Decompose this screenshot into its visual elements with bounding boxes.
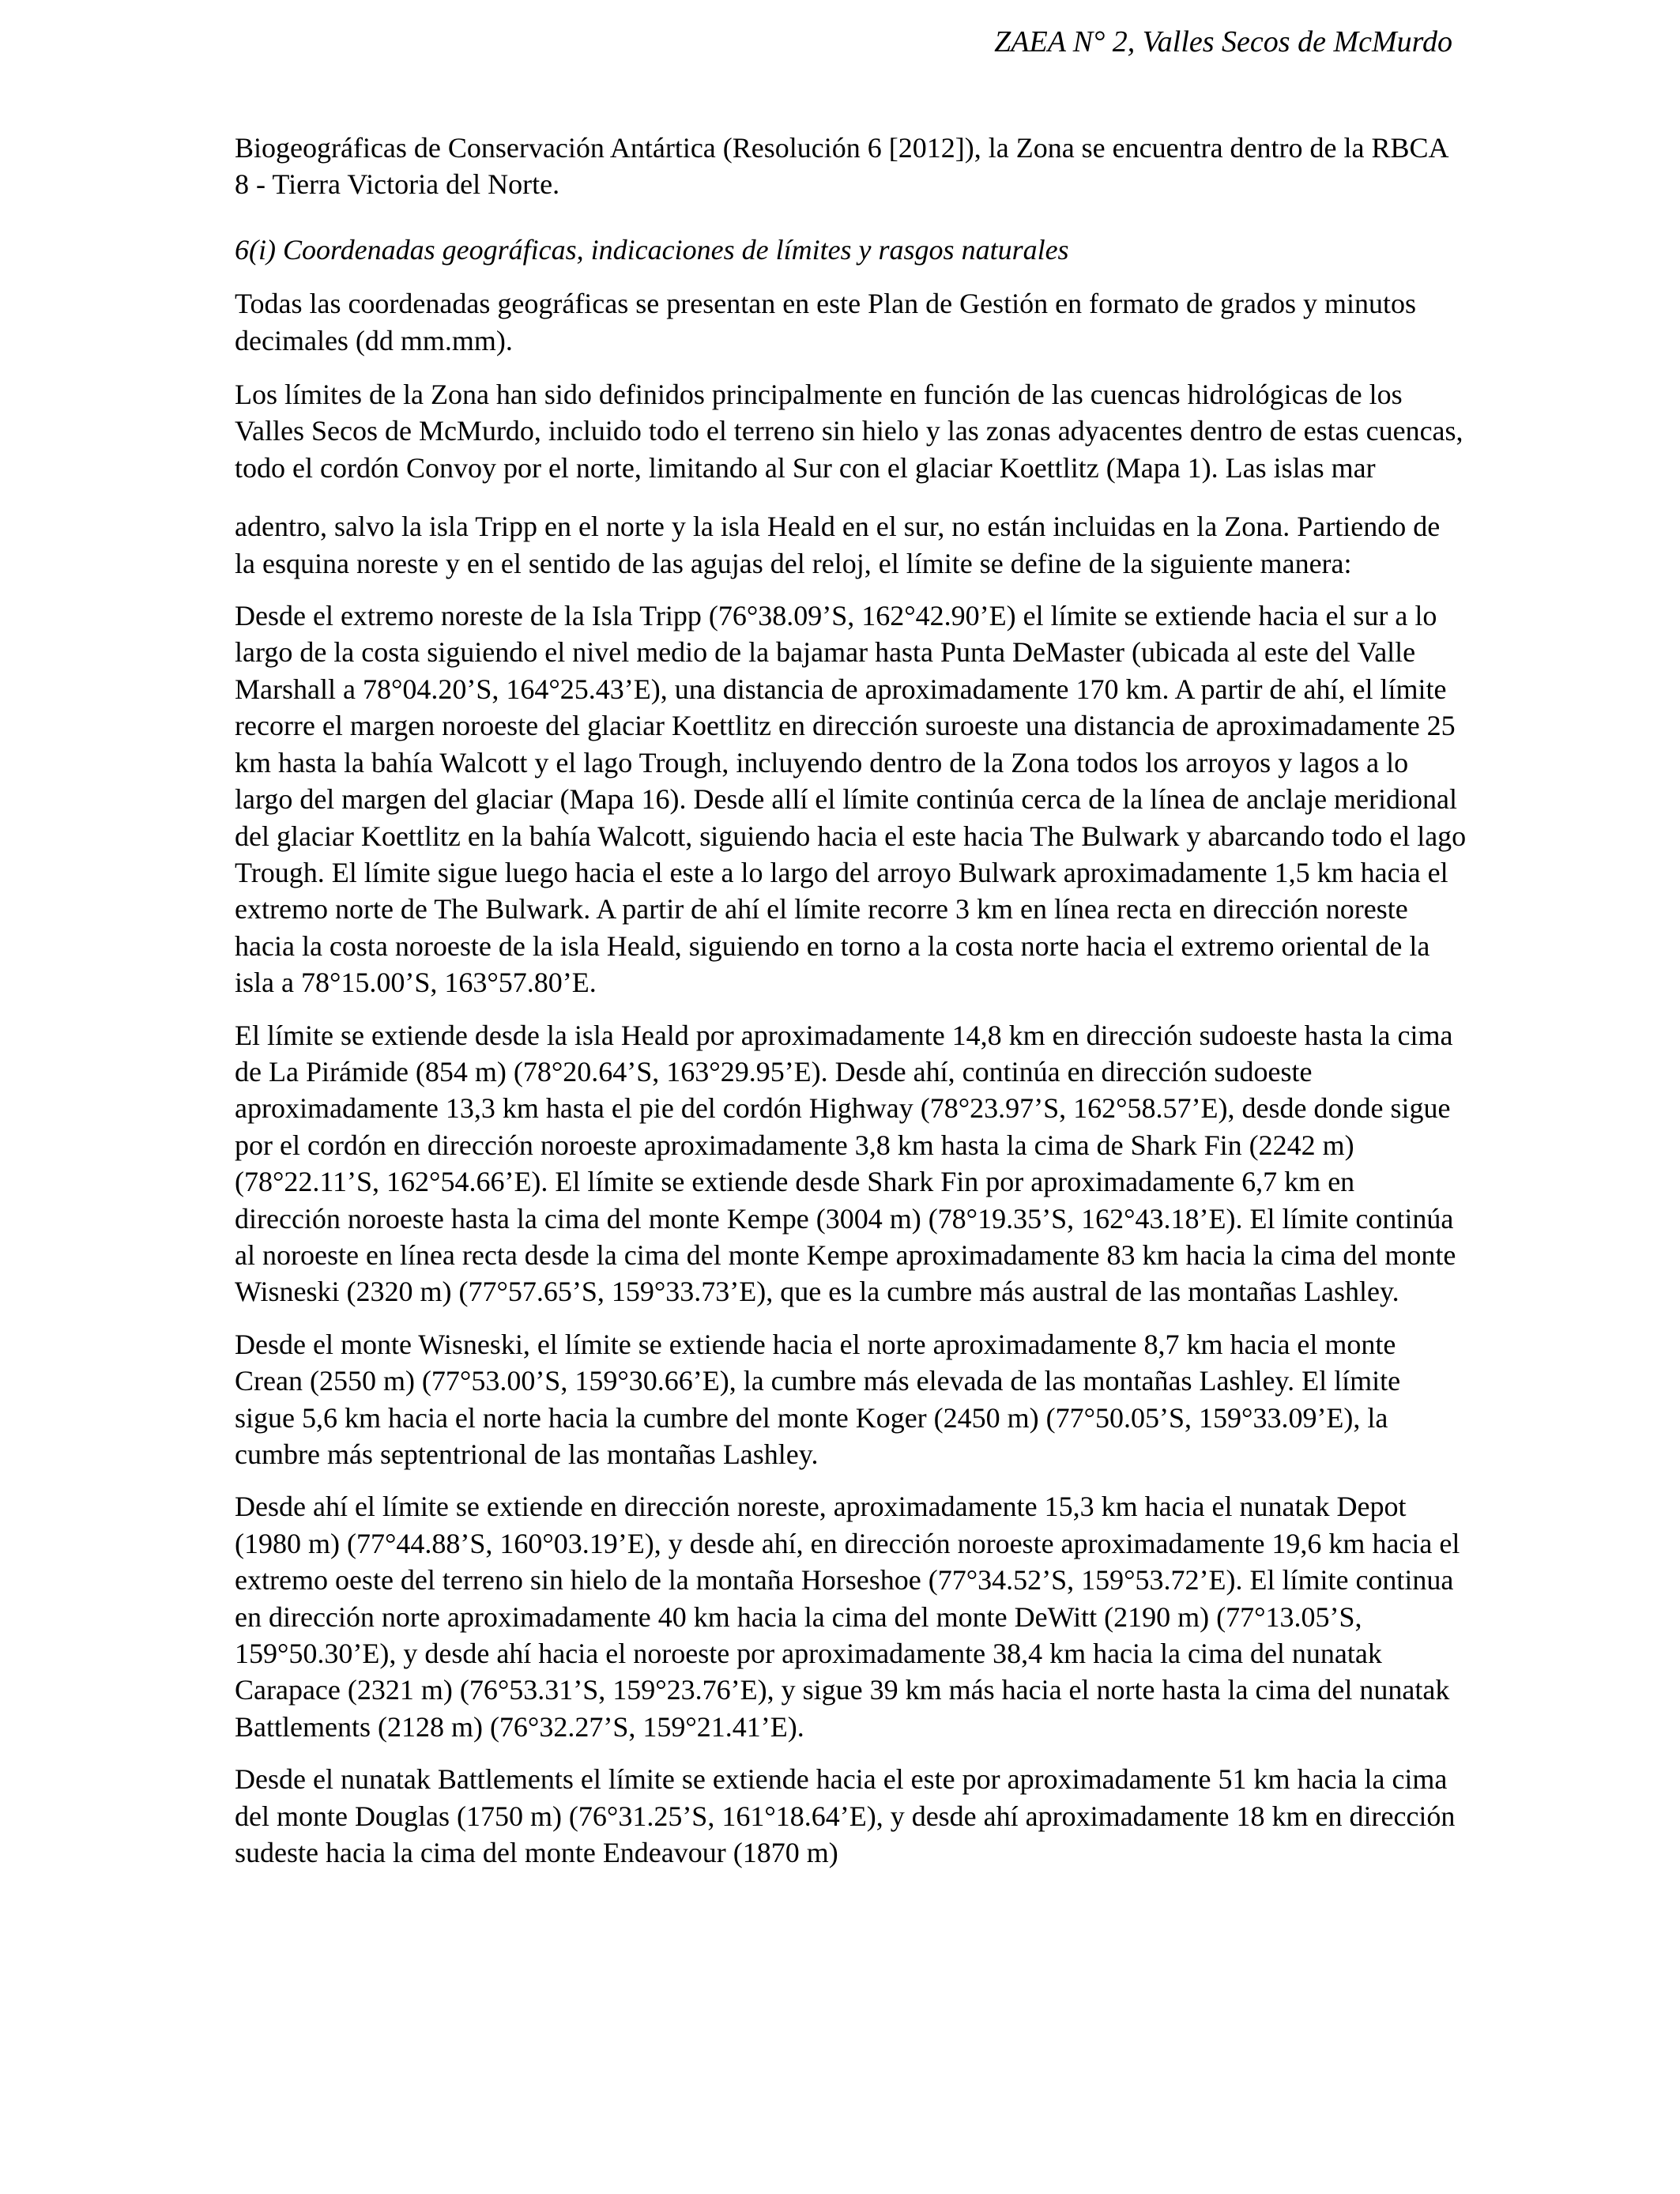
document-body (235, 130, 1467, 1871)
running-header: ZAEA N° 2, Valles Secos de McMurdo (994, 25, 1452, 58)
paragraph-zone-limits: Los límites de la Zona han sido definidos principalmente en función de las cuencas hidrológicas de los Valles Secos de McMurdo, incluido todo el terreno sin hielo y las zonas adyacentes dentro de estas cuencas, todo el cordón Convoy por el norte, limitando al Sur con el glaciar Koettlitz (Mapa 1). Las islas mar (235, 379, 1463, 484)
paragraph-intro: Biogeográficas de Conservación Antártica (Resolución 6 [2012]), la Zona se encuentra dentro de la RBCA 8 - Tierra Victoria del Norte. (235, 132, 1448, 201)
paragraph-wisneski-boundary: Desde el monte Wisneski, el límite se extiende hacia el norte aproximadamente 8,7 km hacia el monte Crean (2550 m) (77°53.00’S, 159°30.66’E), la cumbre más elevada de las montañas Lashley. El límite sigue 5,6 km hacia el norte hacia la cumbre del monte Koger (2450 m) (77°50.05’S, 159°33.09’E), la cumbre más septentrional de las montañas Lashley. (235, 1328, 1401, 1470)
paragraph-tripp-island-boundary: Desde el extremo noreste de la Isla Tripp (76°38.09’S, 162°42.90’E) el límite se extiende hacia el sur a lo largo de la costa siguiendo el nivel medio de la bajamar hasta Punta DeMaster (ubicada al este del Valle Marshall a 78°04.20’S, 164°25.43’E), una distancia de aproximadamente 170 km. A partir de ahí, el límite recorre el margen noroeste del glaciar Koettlitz en dirección suroeste una distancia de aproximadamente 25 km hasta la bahía Walcott y el lago Trough, incluyendo dentro de la Zona todos los arroyos y lagos a lo largo del margen del glaciar (Mapa 16). Desde allí el límite continúa cerca de la línea de anclaje meridional del glaciar Koettlitz en la bahía Walcott, siguiendo hacia el este hacia The Bulwark y abarcando todo el lago Trough. El límite sigue luego hacia el este a lo largo del arroyo Bulwark aproximadamente 1,5 km hacia el extremo norte de The Bulwark. A partir de ahí el límite recorre 3 km en línea recta en dirección noreste hacia la costa noroeste de la isla Heald, siguiendo en torno a la costa norte hacia el extremo oriental de la isla a 78°15.00’S, 163°57.80’E. (235, 600, 1467, 999)
paragraph-coordinates-format: Todas las coordenadas geográficas se presentan en este Plan de Gestión en formato de grados y minutos decimales (dd mm.mm). (235, 288, 1417, 356)
paragraph-depot-boundary: Desde ahí el límite se extiende en dirección noreste, aproximadamente 15,3 km hacia el nunatak Depot (1980 m) (77°44.88’S, 160°03.19’E), y desde ahí, en dirección noroeste aproximadamente 19,6 km hacia el extremo oeste del terreno sin hielo de la montaña Horseshoe (77°34.52’S, 159°53.72’E). El límite continua en dirección norte aproximadamente 40 km hacia la cima del monte DeWitt (2190 m) (77°13.05’S, 159°50.30’E), y desde ahí hacia el noroeste por aproximadamente 38,4 km hacia la cima del nunatak Carapace (2321 m) (76°53.31’S, 159°23.76’E), y sigue 39 km más hacia el norte hasta la cima del nunatak Battlements (2128 m) (76°32.27’S, 159°21.41’E). (235, 1491, 1460, 1743)
paragraph-battlements-boundary: Desde el nunatak Battlements el límite se extiende hacia el este por aproximadamente 51 km hacia la cima del monte Douglas (1750 m) (76°31.25’S, 161°18.64’E), y desde ahí aproximadamente 18 km en dirección sudeste hacia la cima del monte Endeavour (1870 m) (235, 1763, 1456, 1869)
paragraph-offshore-islands: adentro, salvo la isla Tripp en el norte y la isla Heald en el sur, no están incluidas en la Zona. Partiendo de la esquina noreste y en el sentido de las agujas del reloj, el límite se define de la siguiente manera: (235, 511, 1441, 579)
section-subheading: 6(i) Coordenadas geográficas, indicaciones de límites y rasgos naturales (235, 233, 1069, 266)
paragraph-heald-island-boundary: El límite se extiende desde la isla Heald por aproximadamente 14,8 km en dirección sudoeste hasta la cima de La Pirámide (854 m) (78°20.64’S, 163°29.95’E). Desde ahí, continúa en dirección sudoeste aproximadamente 13,3 km hasta el pie del cordón Highway (78°23.97’S, 162°58.57’E), desde donde sigue por el cordón en dirección noroeste aproximadamente 3,8 km hasta la cima de Shark Fin (2242 m) (78°22.11’S, 162°54.66’E). El límite se extiende desde Shark Fin por aproximadamente 6,7 km en dirección noroeste hasta la cima del monte Kempe (3004 m) (78°19.35’S, 162°43.18’E). El límite continúa al noroeste en línea recta desde la cima del monte Kempe aproximadamente 83 km hacia la cima del monte Wisneski (2320 m) (77°57.65’S, 159°33.73’E), que es la cumbre más austral de las montañas Lashley. (235, 1019, 1456, 1308)
